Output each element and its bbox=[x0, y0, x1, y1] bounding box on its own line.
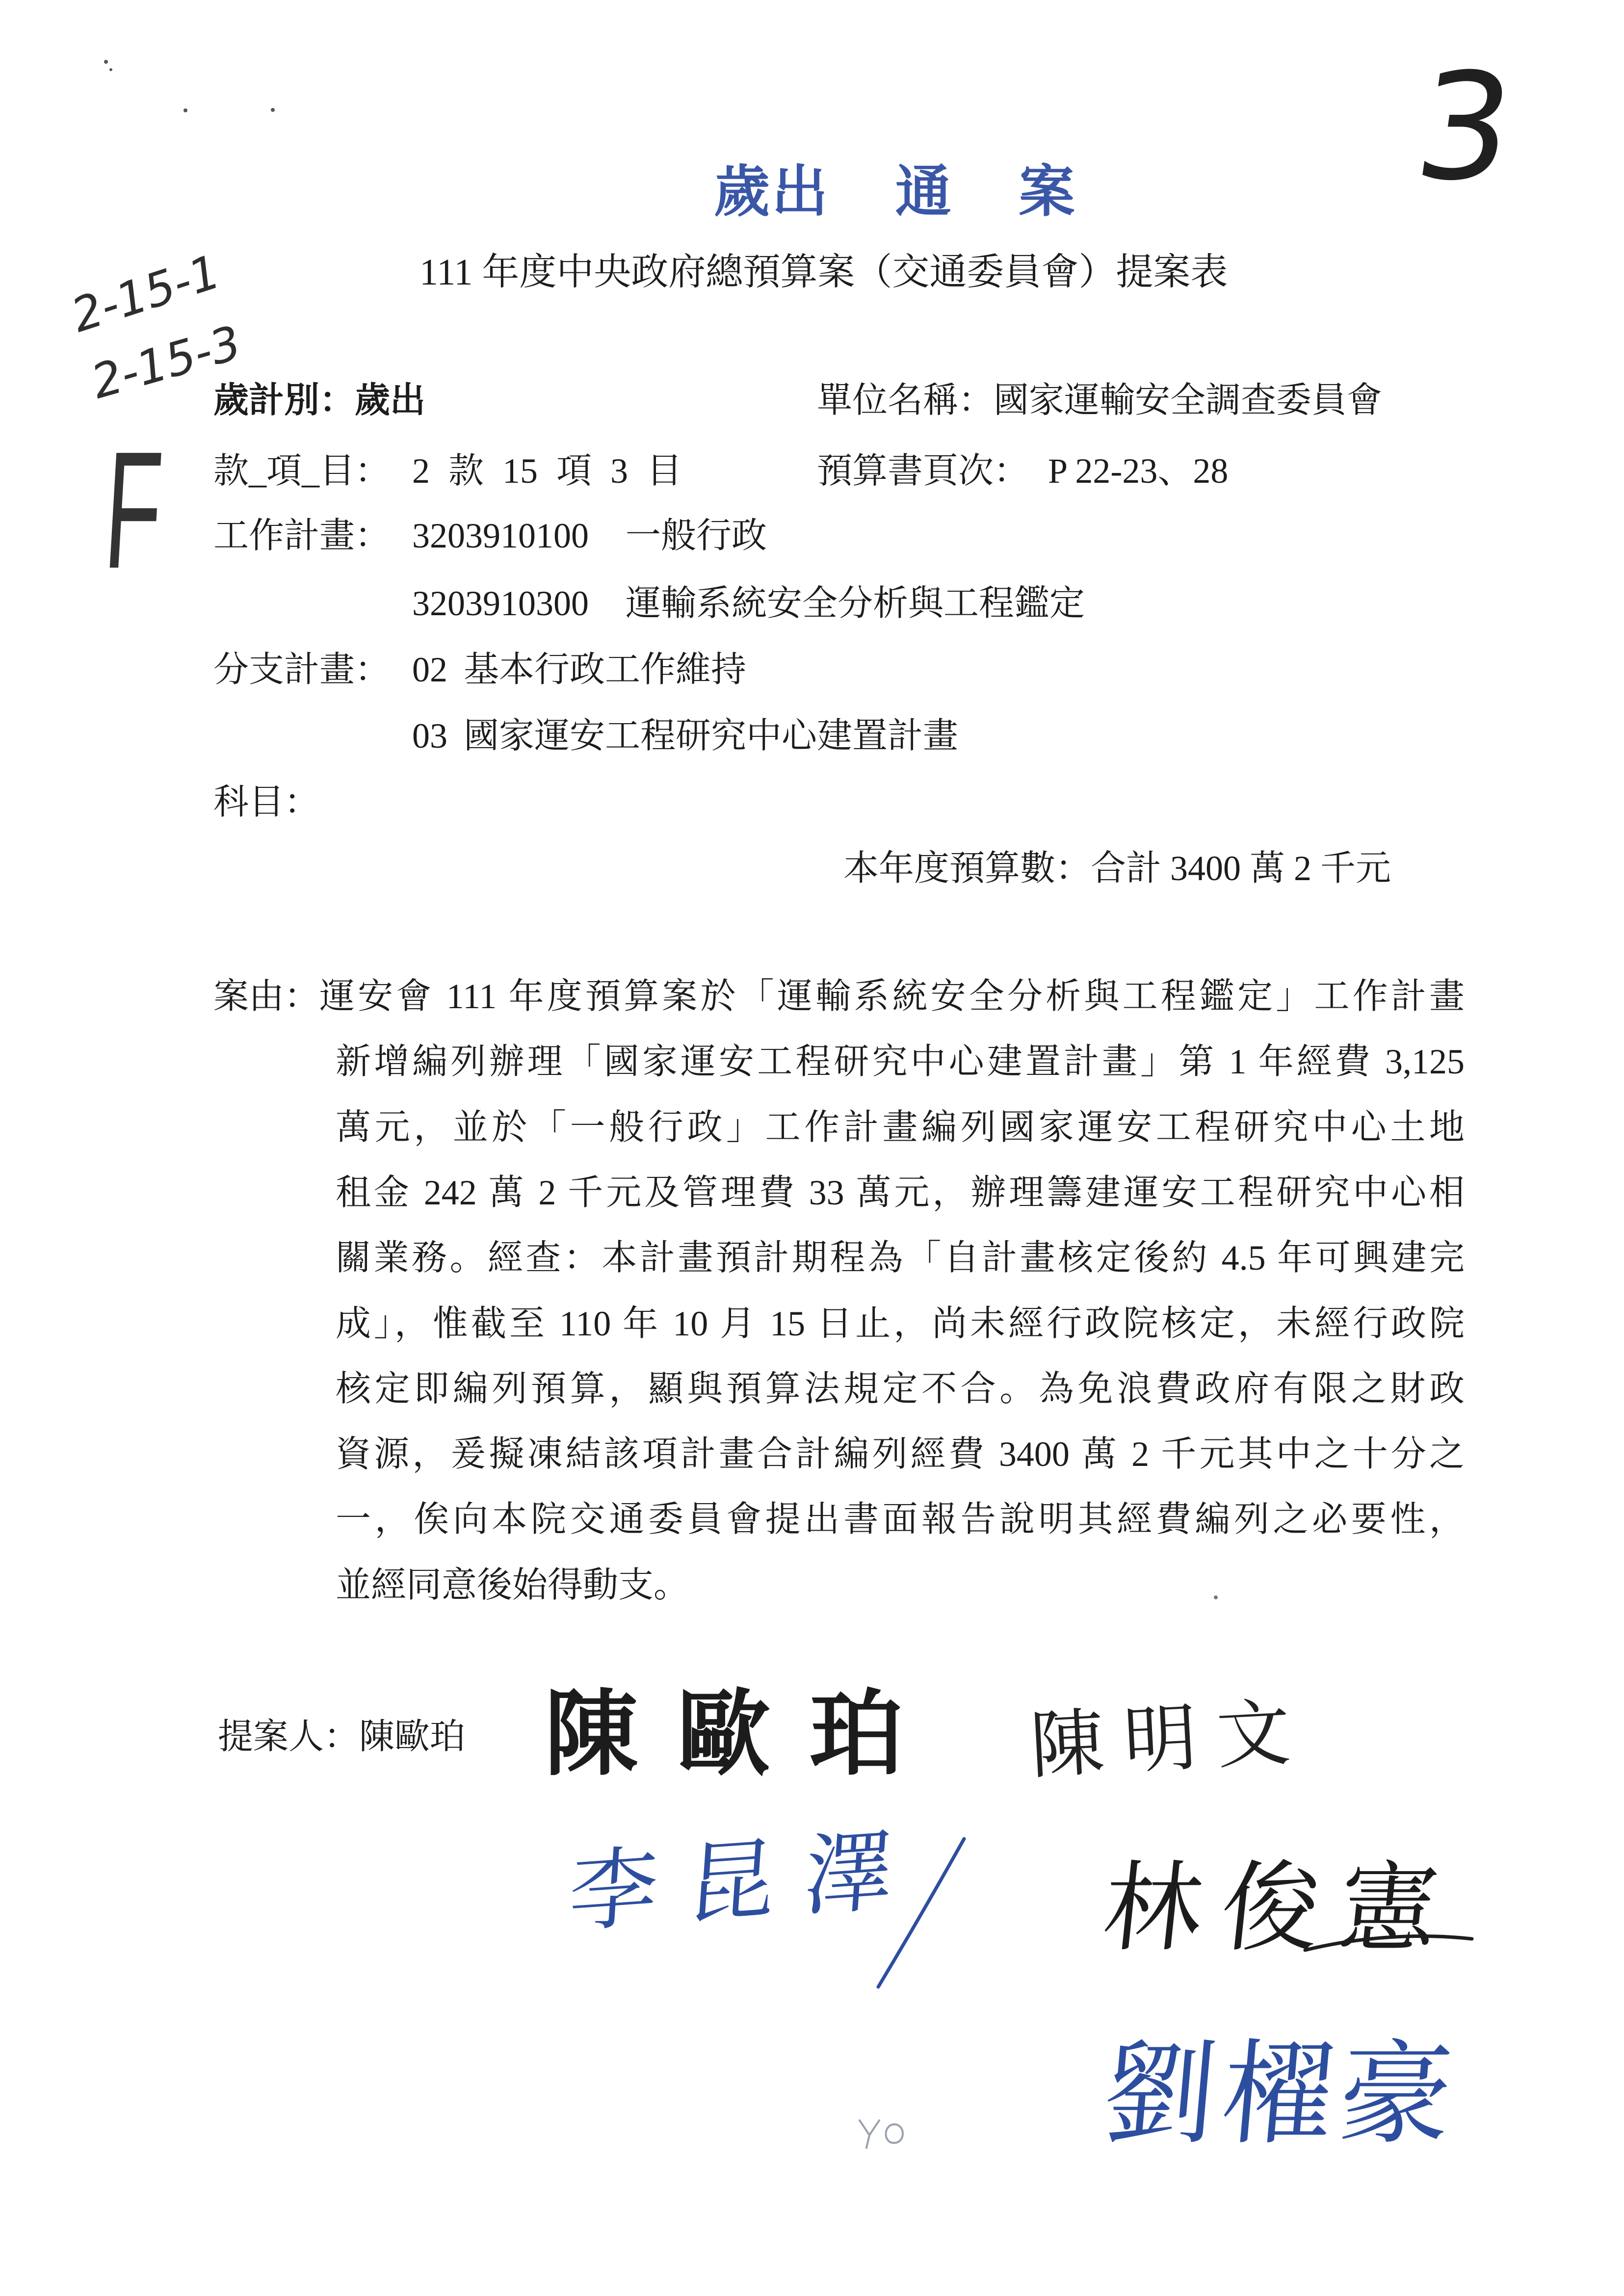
field-sub-plans-label: 分支計畫： bbox=[213, 650, 391, 689]
field-section-item-value: 2 款 15 項 3 目 bbox=[412, 451, 682, 491]
motion-line: 關業務。經查：本計畫預計期程為「自計畫核定後約 4.5 年可興建完 bbox=[336, 1238, 1465, 1278]
field-budget-type bbox=[213, 383, 425, 418]
motion-line: 萬元，並於「一般行政」工作計畫編列國家運安工程研究中心土地 bbox=[336, 1108, 1465, 1147]
motion-line: 並經同意後始得動支。 bbox=[336, 1565, 689, 1605]
proposer-name: 陳歐珀 bbox=[359, 1717, 466, 1756]
work-plan-code: 3203910300 bbox=[412, 584, 589, 623]
sub-plan-code: 03 bbox=[412, 716, 447, 756]
handwritten-page-number: 3 bbox=[1406, 42, 1524, 213]
motion-label: 案由： bbox=[213, 977, 320, 1016]
motion-line: 新增編列辦理「國家運安工程研究中心建置計畫」第 1 年經費 3,125 bbox=[336, 1042, 1465, 1081]
work-plan-code: 3203910100 bbox=[412, 516, 589, 555]
field-agency bbox=[817, 383, 1382, 418]
proposer bbox=[218, 1719, 465, 1754]
margin-note-letter: F bbox=[100, 417, 167, 603]
scan-speck bbox=[109, 68, 112, 71]
signature-cosigner: 李昆澤 bbox=[566, 1817, 926, 1945]
scan-speck bbox=[104, 60, 108, 64]
field-value: 歲出 bbox=[355, 381, 426, 420]
scan-speck bbox=[183, 108, 187, 112]
signature-proposer: 陳歐珀 bbox=[545, 1680, 943, 1788]
field-budget-pages-value: P 22-23、28 bbox=[1048, 451, 1229, 491]
work-plan-name: 一般行政 bbox=[626, 516, 767, 555]
field-value: 國家運輸安全調查委員會 bbox=[994, 381, 1383, 420]
motion-line: 一，俟向本院交通委員會提出書面報告說明其經費編列之必要性， bbox=[336, 1500, 1465, 1539]
field-label: 單位名稱： bbox=[817, 381, 994, 420]
margin-note-1: 2-15-1 bbox=[65, 244, 227, 343]
motion-line: 運安會 111 年度預算案於「運輸系統安全分析與工程鑑定」工作計畫 bbox=[319, 977, 1465, 1016]
scan-speck bbox=[271, 108, 275, 112]
field-annual-budget bbox=[843, 851, 1391, 886]
field-section-item-label: 款_項_目： bbox=[213, 451, 391, 491]
signature-cosigner: 林俊憲 bbox=[1098, 1851, 1464, 1965]
stamp-title: 歲出 通 案 bbox=[714, 158, 1077, 224]
field-work-plans-label: 工作計畫： bbox=[213, 516, 391, 555]
motion-line: 成」，惟截至 110 年 10 月 15 日止，尚未經行政院核定，未經行政院 bbox=[336, 1304, 1465, 1343]
field-label: 歲計別： bbox=[213, 381, 355, 420]
field-subject-label: 科目： bbox=[213, 783, 320, 822]
field-value: 合計 3400 萬 2 千元 bbox=[1090, 849, 1391, 888]
sub-plan-code: 02 bbox=[412, 650, 447, 689]
motion-line: 核定即編列預算，顯與預算法規定不合。為免浪費政府有限之財政 bbox=[336, 1369, 1465, 1409]
form-title: 111 年度中央政府總預算案（交通委員會）提案表 bbox=[419, 252, 1228, 293]
stray-pen-mark bbox=[860, 2120, 903, 2148]
signature-cosigner: 陳明文 bbox=[1028, 1689, 1312, 1789]
field-label: 本年度預算數： bbox=[843, 849, 1091, 888]
field-budget-pages-label: 預算書頁次： bbox=[817, 451, 1029, 491]
sub-plan-name: 基本行政工作維持 bbox=[464, 650, 747, 689]
motion-line: 資源，爰擬凍結該項計畫合計編列經費 3400 萬 2 千元其中之十分之 bbox=[336, 1435, 1465, 1474]
margin-note-2: 2-15-3 bbox=[85, 315, 247, 410]
motion-line: 租金 242 萬 2 千元及管理費 33 萬元，辦理籌建運安工程研究中心相 bbox=[336, 1173, 1465, 1212]
sub-plan-name: 國家運安工程研究中心建置計畫 bbox=[464, 716, 959, 756]
signature-cosigner: 劉櫂豪 bbox=[1098, 2029, 1463, 2160]
proposer-label: 提案人： bbox=[218, 1717, 360, 1756]
work-plan-name: 運輸系統安全分析與工程鑑定 bbox=[626, 584, 1085, 623]
